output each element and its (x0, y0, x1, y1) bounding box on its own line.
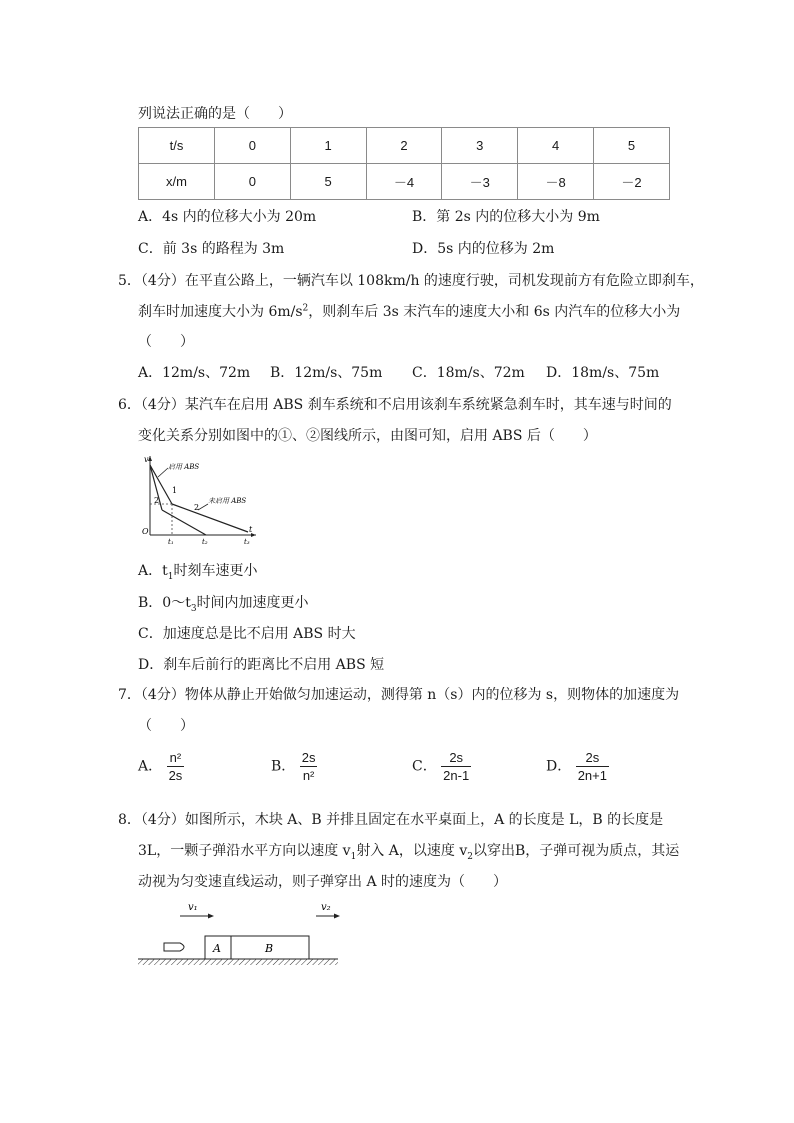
q4-stem-tail: 列说法正确的是（ ） (138, 106, 292, 122)
fraction-numerator: 2s (301, 750, 316, 765)
q7-option-a[interactable] (138, 749, 184, 784)
table-cell: 5 (290, 164, 366, 200)
fraction-denominator: 2n+1 (577, 768, 607, 783)
fraction-denominator: 2s (168, 768, 183, 783)
q6-option-a[interactable] (138, 560, 257, 582)
bullet-icon (164, 943, 184, 951)
q7-option-d-fraction (576, 749, 609, 784)
v2-arrowhead-icon (334, 914, 340, 919)
q4-option-b[interactable]: B．第 2s 内的位移大小为 9m (412, 209, 600, 225)
q7-option-a-label: A． (138, 758, 163, 775)
q6-option-b-post: 时间内加速度更小 (196, 595, 309, 611)
v1-arrowhead-icon (208, 914, 214, 919)
table-cell: －2 (594, 164, 670, 200)
q8-stem-line2-sub1: 1 (350, 851, 357, 862)
v-axis-label: v (144, 455, 149, 464)
q8-stem-line2-a: 3L，一颗子弹沿水平方向以速度 v (138, 843, 351, 859)
table-cell: 1 (290, 128, 366, 164)
q7-option-d[interactable] (546, 749, 609, 784)
t-axis-label: t (249, 525, 253, 534)
block-b-label: B (265, 942, 274, 955)
table-cell: 0 (215, 128, 291, 164)
q5-stem-line1: 5．（4分）在平直公路上，一辆汽车以 108km/h 的速度行驶，司机发现前方有危险立即刹车， (118, 273, 704, 289)
table-header-cell: t/s (139, 128, 215, 164)
q8-stem-line1: 8．（4分）如图所示，木块 A、B 并排且固定在水平桌面上，A 的长度是 L，B 的长度是 (118, 812, 664, 828)
q5-stem-line2-pre: 刹车时加速度大小为 6m/s (138, 304, 303, 320)
q8-stem-line2-c: 以穿出B，子弹可视为质点，其运 (472, 843, 680, 859)
q7-option-c-fraction (441, 749, 471, 784)
fraction-numerator: 2s (441, 749, 471, 767)
q7-option-c[interactable] (412, 749, 471, 784)
v1-label: v₁ (188, 902, 198, 913)
curve2-number-b: 2 (194, 503, 200, 512)
t2-label: t₂ (202, 538, 208, 546)
table-cell: 4 (518, 128, 594, 164)
table-cell: －8 (518, 164, 594, 200)
table-cell: 3 (442, 128, 518, 164)
q8-stem-line2-sub2: 2 (467, 851, 473, 862)
q6-option-b-sub: 3 (190, 603, 197, 614)
label-no-abs: 未启用 ABS (208, 497, 247, 505)
q5-stem-line2-sup: 2 (302, 303, 309, 314)
table-cell: 0 (215, 164, 291, 200)
label-abs-leader (158, 468, 168, 477)
q7-option-b-fraction (300, 749, 318, 784)
q5-stem-line2 (138, 301, 680, 321)
q6-option-b[interactable] (138, 592, 309, 614)
table-cell: －3 (442, 164, 518, 200)
q6-option-d[interactable]: D．刹车后前行的距离比不启用 ABS 短 (138, 657, 385, 673)
table-cell: －4 (366, 164, 442, 200)
curve-abs-seg2 (172, 504, 248, 532)
q6-option-a-pre: A．t (138, 563, 168, 579)
q7-option-b[interactable] (271, 749, 317, 784)
q4-option-a[interactable]: A．4s 内的位移大小为 20m (138, 209, 317, 225)
q7-option-a-fraction (167, 749, 185, 784)
table-cell: 5 (594, 128, 670, 164)
curve2-number: 2 (154, 496, 160, 505)
q8-stem-line2 (138, 840, 679, 862)
fraction-numerator: 2s (576, 749, 609, 767)
q4-option-d[interactable]: D．5s 内的位移为 2m (412, 241, 555, 257)
q6-vt-graph (138, 452, 262, 548)
label-no-abs-leader (198, 504, 208, 510)
q4-data-table (138, 127, 670, 200)
ground-hatch (138, 959, 338, 965)
fraction-denominator: n² (302, 768, 315, 783)
q5-stem-line3: （ ） (138, 334, 194, 350)
q6-option-a-post: 时刻车速更小 (173, 563, 258, 579)
q8-bullet-figure (136, 898, 342, 970)
q5-stem-line2-post: ，则刹车后 3s 末汽车的速度大小和 6s 内汽车的位移大小为 (308, 304, 681, 320)
q5-option-a[interactable]: A．12m/s、72m (138, 365, 251, 381)
curve1-number: 1 (172, 486, 178, 495)
table-cell: 2 (366, 128, 442, 164)
q8-stem-line2-b: 射入 A，以速度 v (356, 843, 468, 859)
q6-option-a-sub: 1 (167, 571, 174, 582)
q6-stem-line2: 变化关系分别如图中的①、②图线所示，由图可知，启用 ABS 后（ ） (138, 428, 597, 444)
q7-option-d-label: D． (546, 758, 572, 775)
q5-option-c[interactable]: C．18m/s、72m (412, 365, 525, 381)
v2-label: v₂ (321, 902, 331, 913)
origin-label: O (142, 527, 149, 536)
q5-option-b[interactable]: B．12m/s、75m (270, 365, 383, 381)
t1-label: t₁ (168, 538, 174, 546)
q6-option-b-pre: B．0～t (138, 595, 191, 611)
table-header-cell: x/m (139, 164, 215, 200)
label-abs: 启用 ABS (168, 463, 200, 471)
v-axis-arrow-icon (148, 456, 152, 461)
table-row (139, 164, 670, 200)
q7-stem-line2: （ ） (138, 718, 194, 734)
block-a-label: A (213, 942, 221, 955)
q6-stem-line1: 6．（4分）某汽车在启用 ABS 刹车系统和不启用该刹车系统紧急刹车时，其车速与时间的 (118, 397, 672, 413)
q8-stem-line3: 动视为匀变速直线运动，则子弹穿出 A 时的速度为（ ） (138, 874, 508, 890)
q4-option-c[interactable]: C．前 3s 的路程为 3m (138, 241, 285, 257)
q6-option-c[interactable]: C．加速度总是比不启用 ABS 时大 (138, 626, 356, 642)
fraction-numerator: n² (167, 749, 185, 767)
q7-option-b-label: B． (271, 758, 296, 775)
fraction-denominator: 2n-1 (443, 768, 470, 783)
q7-stem-line1: 7．（4分）物体从静止开始做匀加速运动，测得第 n（s）内的位移为 s，则物体的加速度为 (118, 687, 680, 703)
q5-option-d[interactable]: D．18m/s、75m (546, 365, 660, 381)
q7-option-c-label: C． (412, 758, 437, 775)
t3-label: t₃ (244, 538, 250, 546)
table-row (139, 128, 670, 164)
